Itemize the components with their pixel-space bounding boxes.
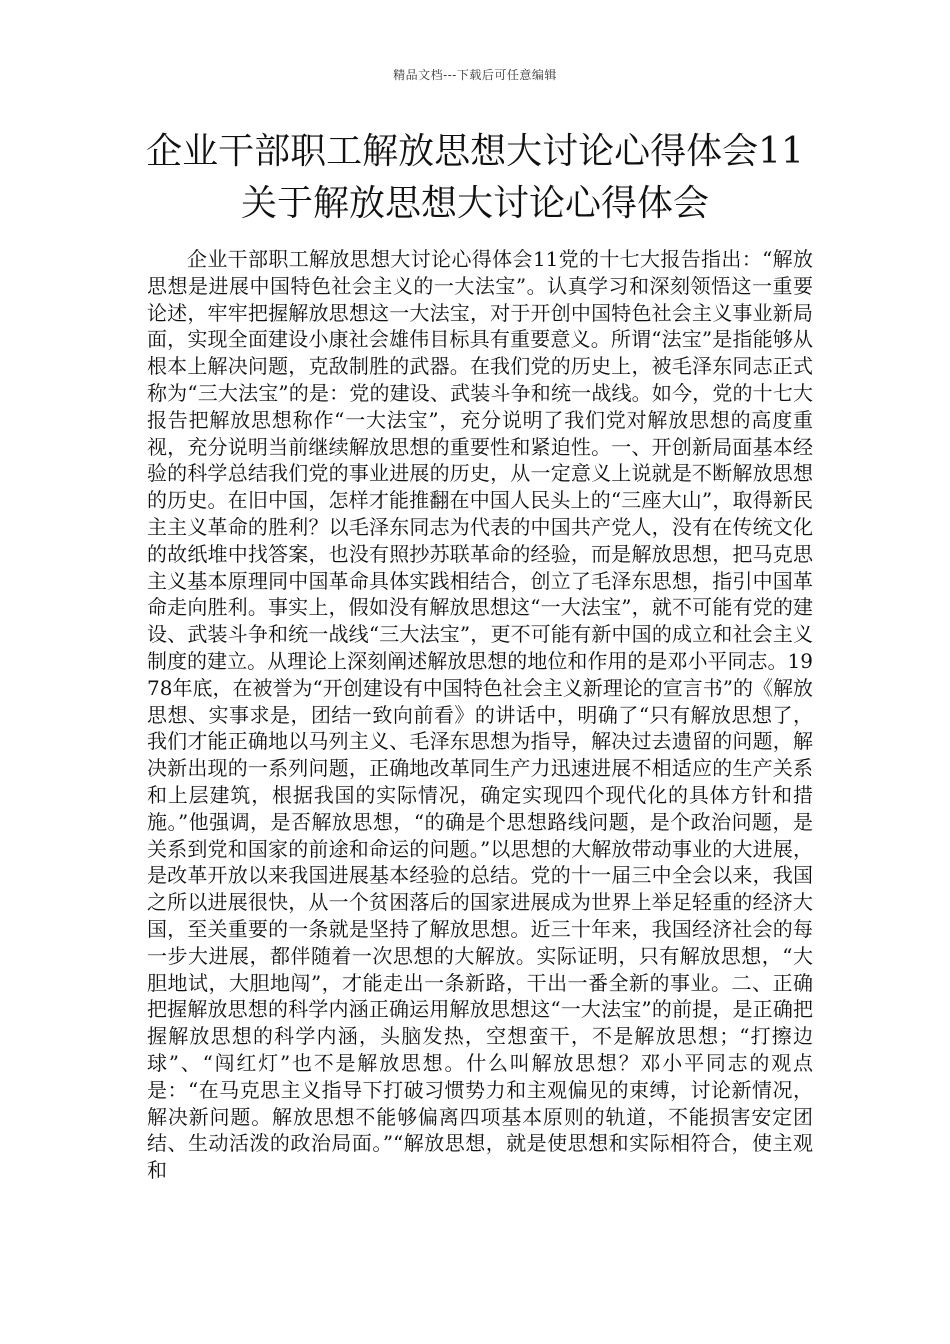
document-title [120,126,830,230]
title-line-1: 企业干部职工解放思想大讨论心得体会11 [146,131,804,172]
body-paragraph: 企业干部职工解放思想大讨论心得体会11党的十七大报告指出：“解放思想是进展中国特色社会主义的一大法宝”。认真学习和深刻领悟这一重要论述，牢牢把握解放思想这一大法宝，对于开创中国特色社会主义事业新局面，实现全面建设小康社会雄伟目标具有重要意义。所谓“法宝”是指能够从根本上解决问题，克敌制胜的武器。在我们党的历史上，被毛泽东同志正式称为“三大法宝”的是：党的建设、武装斗争和统一战线。如今，党的十七大报告把解放思想称作“一大法宝”，充分说明了我们党对解放思想的高度重视，充分说明当前继续解放思想的重要性和紧迫性。一、开创新局面基本经验的科学总结我们党的事业进展的历史，从一定意义上说就是不断解放思想的历史。在旧中国，怎样才能推翻在中国人民头上的“三座大山”，取得新民主主义革命的胜利？以毛泽东同志为代表的中国共产党人，没有在传统文化的故纸堆中找答案，也没有照抄苏联革命的经验，而是解放思想，把马克思主义基本原理同中国革命具体实践相结合，创立了毛泽东思想，指引中国革命走向胜利。事实上，假如没有解放思想这“一大法宝”，就不可能有党的建设、武装斗争和统一战线“三大法宝”，更不可能有新中国的成立和社会主义制度的建立。从理论上深刻阐述解放思想的地位和作用的是邓小平同志。1978年底，在被誉为“开创建设有中国特色社会主义新理论的宣言书”的《解放思想、实事求是，团结一致向前看》的讲话中，明确了“只有解放思想了，我们才能正确地以马列主义、毛泽东思想为指导，解决过去遗留的问题，解决新出现的一系列问题，正确地改革同生产力迅速进展不相适应的生产关系和上层建筑，根据我国的实际情况，确定实现四个现代化的具体方针和措施。”他强调，是否解放思想，“的确是个思想路线问题，是个政治问题，是关系到党和国家的前途和命运的问题。”以思想的大解放带动事业的大进展，是改革开放以来我国进展基本经验的总结。党的十一届三中全会以来，我国之所以进展很快，从一个贫困落后的国家进展成为世界上举足轻重的经济大国，至关重要的一条就是坚持了解放思想。近三十年来，我国经济社会的每一步大进展，都伴随着一次思想的大解放。实际证明，只有解放思想，“大胆地试，大胆地闯”，才能走出一条新路，干出一番全新的事业。二、正确把握解放思想的科学内涵正确运用解放思想这“一大法宝”的前提，是正确把握解放思想的科学内涵，头脑发热，空想蛮干，不是解放思想；“打擦边球”、“闯红灯”也不是解放思想。什么叫解放思想？邓小平同志的观点是：“在马克思主义指导下打破习惯势力和主观偏见的束缚，讨论新情况，解决新问题。解放思想不能够偏离四项基本原则的轨道，不能损害安定团结、生动活泼的政治局面。”“解放思想，就是使思想和实际相符合，使主观和 [147,247,813,1183]
header-note: 精品文档---下载后可任意编辑 [393,68,557,82]
title-line-2: 关于解放思想大讨论心得体会 [240,183,709,224]
